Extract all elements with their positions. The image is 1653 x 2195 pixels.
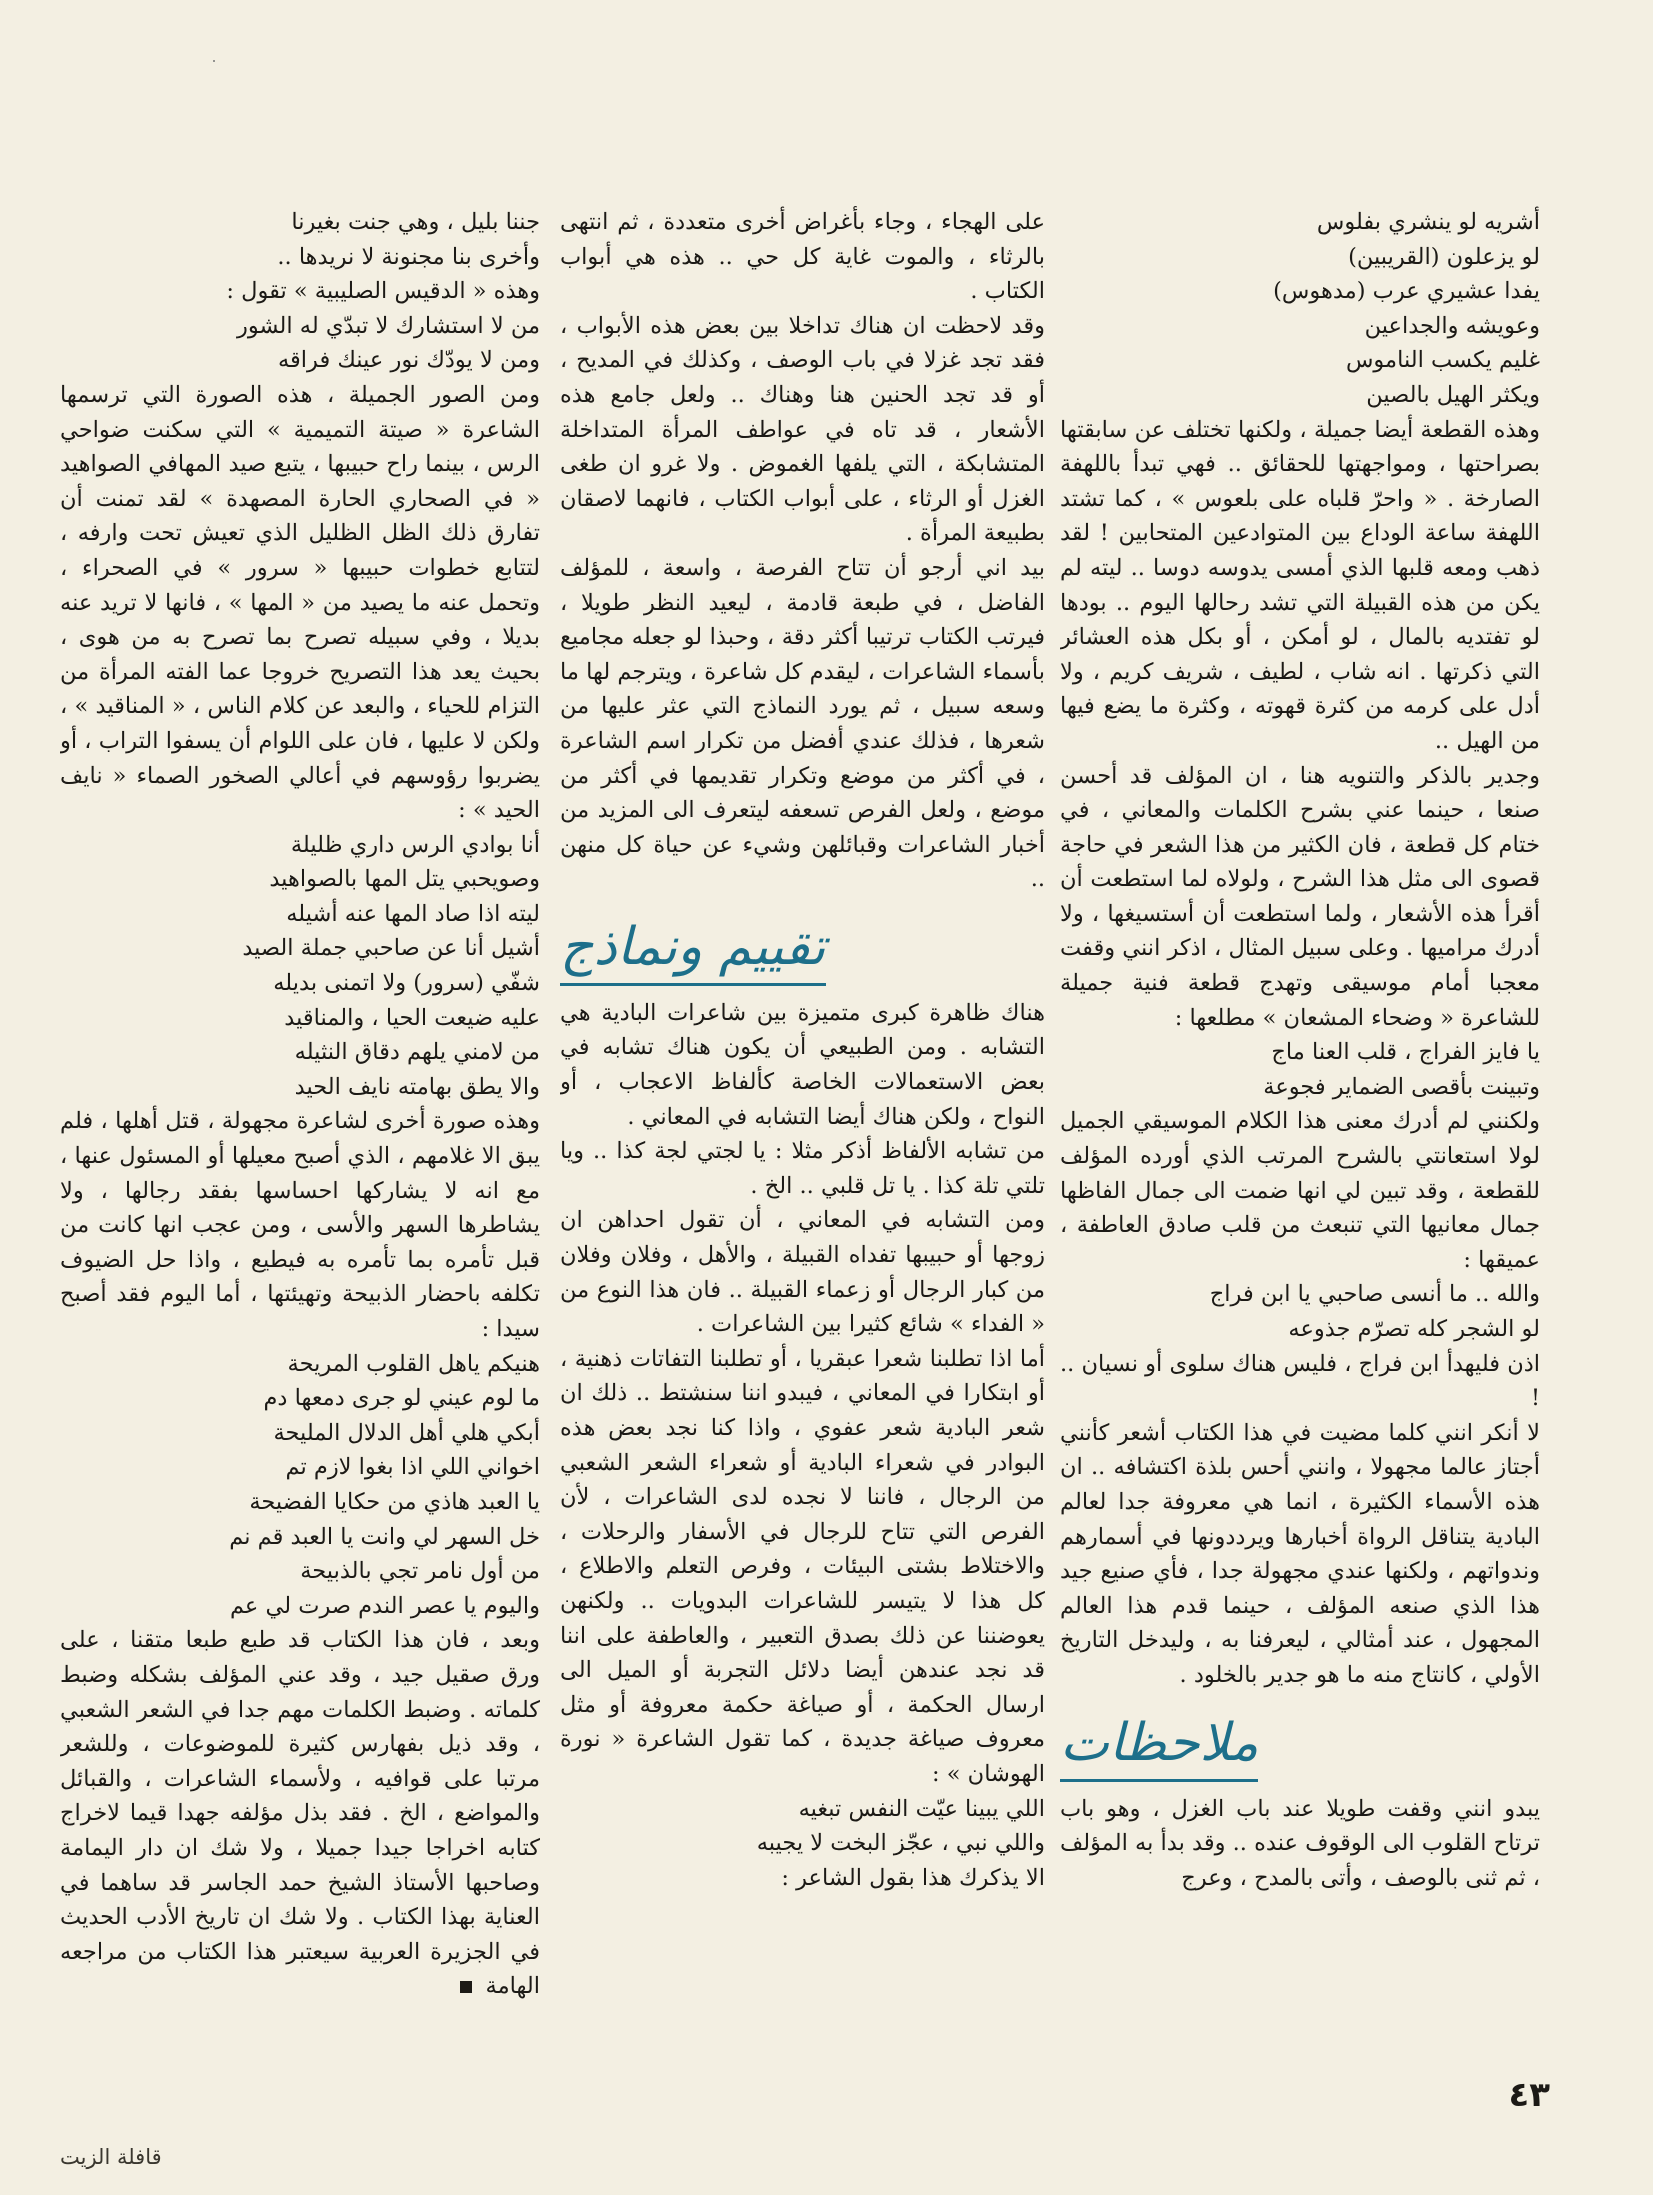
end-of-article-mark — [460, 1981, 472, 1993]
paragraph: ولكنني لم أدرك معنى هذا الكلام الموسيقي الجميل لولا استعانتي بالشرح المرتب الذي أورده المؤلف للقطعة ، وقد تبين لي انها ضمت الى جمال الفاظها جمال معانيها التي تنبعث من قلب صادق العاطفة ، عميقها : — [1060, 1108, 1540, 1273]
paragraph: وهذه صورة أخرى لشاعرة مجهولة ، قتل أهلها ، فلم يبق الا غلامهم ، الذي أصبح معيلها أو المسئول عنها ، مع انه لا يشاركها احساسها بفقد رجالها ، ولا يشاطرها السهر والأسى ، ومن عجب انها كانت من قبل تأمره بما تأمره به فيطيع ، واذا حل الضيوف تكلفه باحضار الذبيحة وتهيئتها ، أما اليوم فقد أصبح سيدا : — [60, 1108, 540, 1342]
paragraph: وقد لاحظت ان هناك تداخلا بين بعض هذه الأبواب ، فقد تجد غزلا في باب الوصف ، وكذلك في المديح ، أو قد تجد الحنين هنا وهناك .. ولعل جامع هذه الأشعار ، قد تاه في عواطف المرأة المتداخلة المتشابكة ، التي يلفها الغموض . ولا غرو ان طغى الغزل أو الرثاء ، على أبواب الكتاب ، فانهما لاصقان بطبيعة المرأة . — [560, 312, 1045, 547]
closing-paragraph-text: وبعد ، فان هذا الكتاب قد طبع طبعا متقنا ، على ورق صقيل جيد ، وقد عني المؤلف بشكله وضبط كلماته . وضبط الكلمات مهم جدا في الشعر الشعبي ، وقد ذيل بفهارس كثيرة للموضوعات ، وللشعر مرتبا على قوافيه ، ولأسماء الشاعرات ، والقبائل والمواضع ، الخ . فقد بذل مؤلفه جهدا قيما لاخراج كتابه اخراجا جيدا جميلا ، ولا شك ان دار اليمامة وصاحبها الأستاذ الشيخ حمد الجاسر قد ساهما في العناية بهذا الكتاب . ولا شك ان تاريخ الأدب الحديث في الجزيرة العربية سيعتبر هذا الكتاب من مراجعه الهامة — [60, 1627, 540, 2000]
paragraph — [60, 1623, 540, 2004]
paragraph: الا يذكرك هذا بقول الشاعر : — [781, 1864, 1045, 1891]
paragraph: وجدير بالذكر والتنويه هنا ، ان المؤلف قد أحسن صنعا ، حينما عني بشرح الكلمات والمعاني ، في ختام كل قطعة ، فان الكثير من هذا الشعر في حاجة قصوى الى مثل هذا الشرح ، ولولاه لما استطعت أن أقرأ هذه الأشعار ، ولما استطعت أن أستسيغها ، ولا أدرك مراميها . وعلى سبيل المثال ، اذكر انني وقفت معجبا أمام موسيقى وتهدج قطعة فنية جميلة للشاعرة « وضحاء المشعان » مطلعها : — [1060, 762, 1540, 1031]
column-left — [60, 205, 540, 2055]
heading-text: تقييم ونماذج — [560, 913, 826, 986]
print-speck — [213, 60, 215, 62]
poem-block: أنا بوادي الرس داري ظليلة وصويحبي يتل المها بالصواهيد ليته اذا صاد المها عنه أشيله أشيل أنا عن صاحبي جملة الصيد شفّي (سرور) ولا اتمنى بديله عليه ضيعت الحيا ، والمناقيد من لامني يلهم دقاق النثيله والا يطق بهامته نايف الحيد — [242, 831, 540, 1100]
poem-block: أشريه لو ينشري بفلوس لو يزعلون (القريبين) يفدا عشيري عرب (مدهوس) وعويشه والجداعين غليم يكسب الناموس ويكثر الهيل بالصين — [1273, 209, 1540, 408]
paragraph: وهذه القطعة أيضا جميلة ، ولكنها تختلف عن سابقتها بصراحتها ، ومواجهتها للحقائق .. فهي تبدأ باللهفة الصارخة . « واحرّ قلباه على بلعوس » ، كما تشتد اللهفة ساعة الوداع بين المتوادعين المتحابين ! لقد ذهب ومعه قلبها الذي أمسى يدوسه دوسا .. ليته لم يكن من هذه القبيلة التي تشد رحالها اليوم .. بودها لو تفتديه بالمال ، لو أمكن ، أو بكل هذه العشائر التي ذكرتها . انه شاب ، لطيف ، شريف كريم ، ولا أدل على كرمه من كثرة قهوته ، وكثرة ما يضع فيها من الهيل .. — [1060, 416, 1540, 754]
poem-block: جننا بليل ، وهي جنت بغيرنا وأخرى بنا مجنونة لا نريدها .. — [277, 209, 540, 270]
paragraph: ومن الصور الجميلة ، هذه الصورة التي ترسمها الشاعرة « صيتة التميمية » التي سكنت ضواحي الرس ، بينما راح حبيبها ، يتبع صيد المهافي الصواهيد « في الصحاري الحارة المصهدة » لقد تمنت أن تفارق ذلك الظل الظليل الذي تعيش تحت وارفه ، لتتابع خطوات حبيبها « سرور » في الصحراء ، وتحمل عنه ما يصيد من « المها » ، فانها لا تريد عنه بديلا ، وفي سبيله تصرح بما تصرح به من هوى ، بحيث يعد هذا التصريح خروجا عما الفته المرأة من التزام للحياء ، والبعد عن كلام الناس ، « المناقيد » ، ولكن لا عليها ، فان على اللوام أن يسفوا التراب ، أو يضربوا رؤوسهم في أعالي الصخور الصماء « نايف الحيد » : — [60, 381, 540, 824]
paragraph: يبدو انني وقفت طويلا عند باب الغزل ، وهو باب ترتاح القلوب الى الوقوف عنده .. وقد بدأ به المؤلف ، ثم ثنى بالوصف ، وأتى بالمدح ، وعرج — [1060, 1795, 1540, 1891]
paragraph: اذن فليهدأ ابن فراج ، فليس هناك سلوى أو نسيان .. ! — [1060, 1350, 1540, 1412]
page-number: ٤٣ — [1508, 2075, 1550, 2115]
paragraph: على الهجاء ، وجاء بأغراض أخرى متعددة ، ثم انتهى بالرثاء ، والموت غاية كل حي .. هذه هي أبواب الكتاب . — [560, 209, 1045, 305]
poem-block: والله .. ما أنسى صاحبي يا ابن فراج لو الشجر كله تصرّم جذوعه — [1209, 1281, 1540, 1342]
paragraph: من تشابه الألفاظ أذكر مثلا : يا لجتي لجة كذا .. ويا تلتي تلة كذا . يا تل قلبي .. الخ . — [560, 1138, 1045, 1199]
poem-block: اللي يبينا عيّت النفس تبغيه واللي نبي ، عجّز البخت لا يجيبه — [756, 1795, 1045, 1857]
paragraph: هناك ظاهرة كبرى متميزة بين شاعرات البادية هي التشابه . ومن الطبيعي أن يكون هناك تشابه في بعض الاستعمالات الخاصة كألفاظ الاعجاب ، أو النواح ، ولكن هناك أيضا التشابه في المعاني . — [560, 999, 1045, 1130]
poem-block: يا فايز الفراج ، قلب العنا ماج وتبينت بأقصى الضماير فجوعة — [1263, 1039, 1540, 1100]
paragraph: لا أنكر انني كلما مضيت في هذا الكتاب أشعر كأنني أجتاز عالما مجهولا ، وانني أحس بلذة اكتشافه .. ان هذه الأسماء الكثيرة ، انما هي معروفة جدا لعالم البادية يتناقل الرواة أخبارها ويرددونها في أسمارهم وندواتهم ، ولكنها عندي مجهولة جدا ، فأي صنيع جيد هذا الذي صنعه المؤلف ، حينما قدم هذا العالم المجهول ، عند أمثالي ، ليعرفنا به ، وليدخل التاريخ الأولي ، كانتاج منه ما هو جدير بالخلود . — [1060, 1419, 1540, 1688]
column-middle — [560, 205, 1045, 2055]
magazine-name-footer: قافلة الزيت — [60, 2145, 162, 2169]
section-heading-evaluation — [560, 913, 1045, 986]
section-heading-notes — [1060, 1709, 1540, 1782]
paragraph: ومن التشابه في المعاني ، أن تقول احداهن ان زوجها أو حبيبها تفداه القبيلة ، والأهل ، وفلان وفلان من كبار الرجال أو زعماء القبيلة .. فان هذا النوع من « الفداء » شائع كثيرا بين الشاعرات . — [560, 1207, 1045, 1338]
poem-block: هنيكم ياهل القلوب المريحة ما لوم عيني لو جرى دمعها دم أبكي هلي أهل الدلال المليحة اخواني اللي اذا بغوا لازم تم يا العبد هاذي من حكايا الفضيحة خل السهر لي وانت يا العبد قم نم من أول نامر تجي بالذبيحة واليوم يا عصر الندم صرت لي عم — [229, 1350, 540, 1619]
paragraph: بيد اني أرجو أن تتاح الفرصة ، واسعة ، للمؤلف الفاضل ، في طبعة قادمة ، ليعيد النظر طويلا ، فيرتب الكتاب ترتيبا أكثر دقة ، وحبذا لو جعله مجاميع بأسماء الشاعرات ، ليقدم كل شاعرة ، ويترجم لها ما وسعه سبيل ، ثم يورد النماذج التي عثر عليها من شعرها ، فذلك عندي أفضل من تكرار اسم الشاعرة ، في أكثر من موضع وتكرار تقديمها في أكثر من موضع ، ولعل الفرص تسعفه ليتعرف الى المزيد من أخبار الشاعرات وقبائلهن وشيء عن حياة كل منهن .. — [560, 554, 1045, 893]
column-right — [1060, 205, 1540, 2055]
poem-block: من لا استشارك لا تبدّي له الشور ومن لا يودّك نور عينك فراقه — [236, 312, 540, 374]
paragraph: وهذه « الدقيس الصليبية » تقول : — [226, 278, 540, 305]
paragraph: أما اذا تطلبنا شعرا عبقريا ، أو تطلبنا التفاتات ذهنية ، أو ابتكارا في المعاني ، فيبدو اننا سنشتط .. ذلك ان شعر البادية شعر عفوي ، واذا كنا نجد بعض هذه البوادر في شعراء البادية أو شعراء الشعر الشعبي من الرجال ، فاننا لا نجده لدى الشاعرات ، لأن الفرص التي تتاح للرجال في الأسفار والرحلات ، والاختلاط بشتى البيئات ، وفرص التعلم والاطلاع ، كل هذا لا يتيسر للشاعرات البدويات .. ولكنهن يعوضننا عن ذلك بصدق التعبير ، والعاطفة على اننا قد نجد عندهن أيضا دلائل التجربة أو الميل الى ارسال الحكمة ، أو صياغة حكمة معروفة أو مثل معروف صياغة جديدة ، كما تقول الشاعرة « نورة الهوشان » : — [560, 1345, 1045, 1787]
heading-text: ملاحظات — [1060, 1709, 1258, 1782]
